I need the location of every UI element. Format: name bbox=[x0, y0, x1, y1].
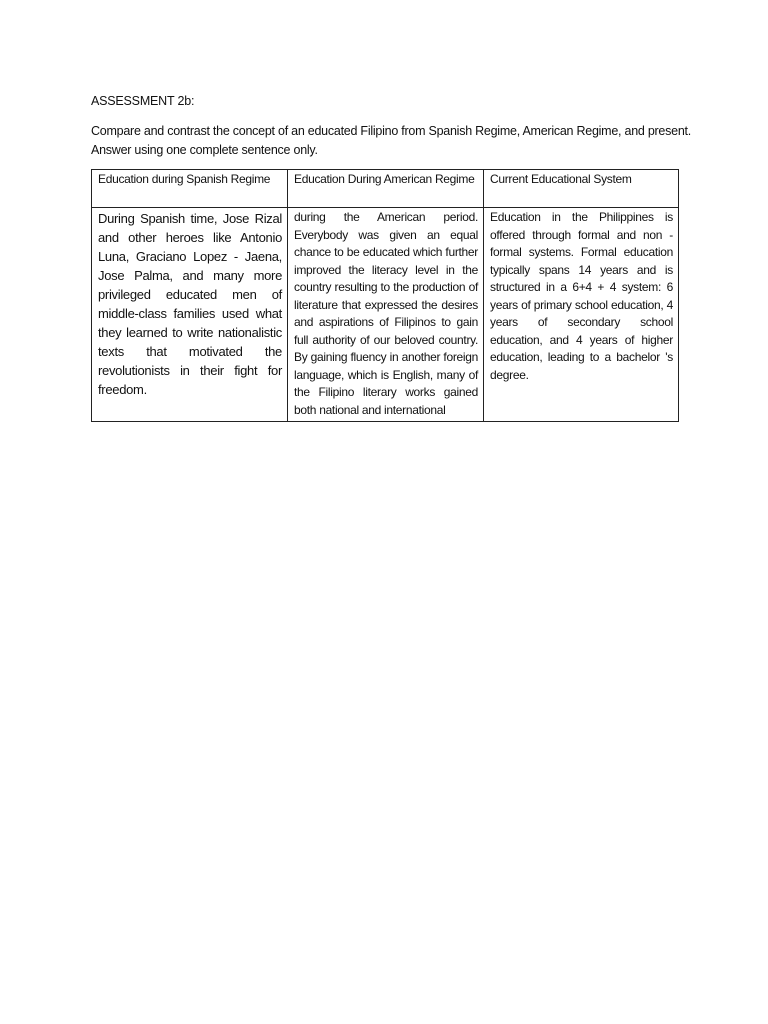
table-header-row bbox=[92, 170, 679, 208]
cell-spanish-regime: During Spanish time, Jose Rizal and other heroes like Antonio Luna, Graciano Lopez - Jaena, Jose Palma, and many more privileged educated men of middle-class families used what they learned to write nationalistic texts that motivated the revolutionists in their fight for freedom. bbox=[92, 208, 288, 422]
cell-current-system: Education in the Philippines is offered through formal and non - formal systems. Formal education typically spans 14 years and is structured in a 6+4 + 4 system: 6 years of primary school education, 4 years of secondary school education, and 4 years of higher education, leading to a bachelor 's degree. bbox=[484, 208, 679, 422]
cell-american-regime: during the American period. Everybody was given an equal chance to be educated which further improved the literacy level in the country resulting to the production of literature that expressed the desires and aspirations of Filipinos to gain full authority of our beloved country. By gaining fluency in another foreign language, which is English, many of the Filipino literary works gained both national and international bbox=[288, 208, 484, 422]
assessment-title: ASSESSMENT 2b: bbox=[91, 94, 195, 108]
assessment-question: Compare and contrast the concept of an educated Filipino from Spanish Regime, American Regime, and present. Answer using one complete sentence only. bbox=[91, 124, 691, 157]
comparison-table bbox=[91, 169, 679, 422]
table-row bbox=[92, 208, 679, 422]
header-current-system: Current Educational System bbox=[484, 170, 679, 208]
header-american-regime: Education During American Regime bbox=[288, 170, 484, 208]
header-spanish-regime: Education during Spanish Regime bbox=[92, 170, 288, 208]
